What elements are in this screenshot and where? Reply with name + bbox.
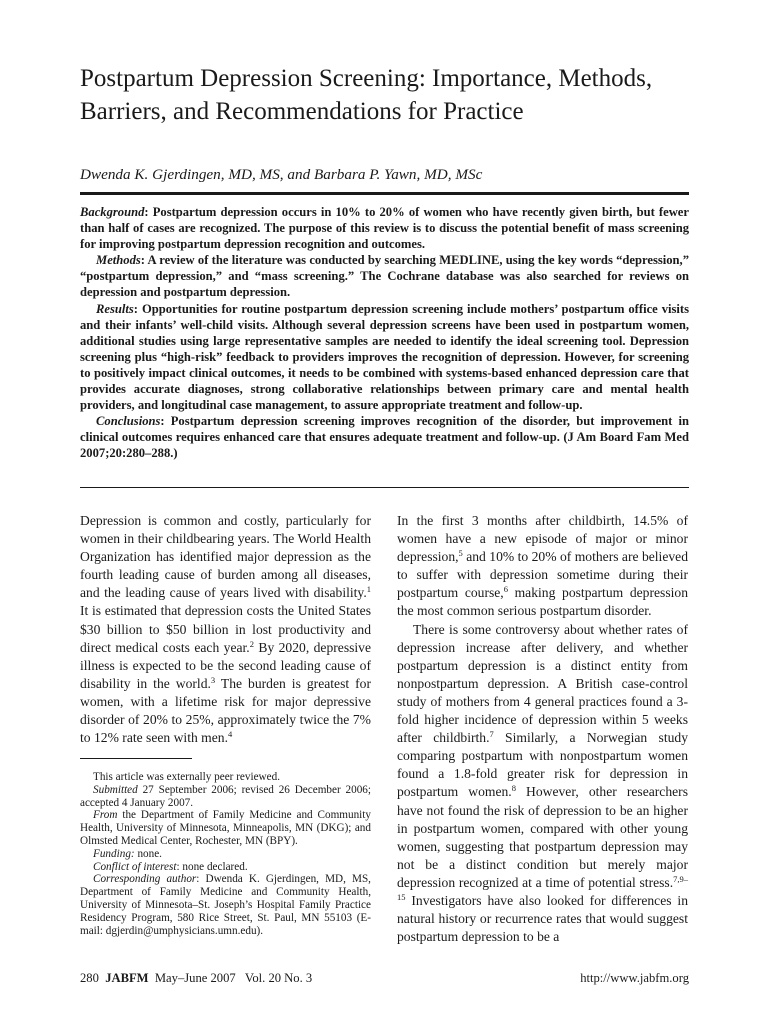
body-text: It is estimated that depression costs the United States $30 billion to $50 billion in lost productivity and direct medical costs each year. [80,603,371,655]
page-number: 280 [80,971,99,985]
footnote-corresponding [80,873,371,937]
footnote-funding [80,848,371,861]
reference-marker[interactable]: 7,9–15 [397,873,688,902]
footnote-text: 27 September 2006; revised 26 December 2006; accepted 4 January 2007. [80,783,371,809]
footer-citation [80,970,312,986]
footnote-text: none. [134,847,162,860]
journal-name: JABFM [105,971,149,985]
footnote-label: Corresponding author [93,873,197,886]
footnote-conflict [80,861,371,874]
body-text: making postpartum depression the most common serious postpartum disorder. [397,585,688,619]
conclusions-label: Conclusions [96,414,161,429]
reference-marker[interactable]: 8 [511,783,516,794]
methods-label: Methods [96,253,141,268]
body-text: There is some controversy about whether rates of depression increase after delivery, and whether postpartum depression is a distinct entity from nonpostpartum depression. A British case-control study of mothers from 4 general practices found a 3-fold higher incidence of depression within 5 weeks after childbirth. [397,621,688,746]
background-text: : Postpartum depression occurs in 10% to 20% of women who have recently given birth, but fewer than half of cases are recognized. The purpose of this review is to discuss the potential benefit of mass screening for improving postpartum depression recognition and outcomes. [80,205,689,252]
footnote-rule [80,758,192,759]
footnote-text: : none declared. [176,860,248,873]
abstract [80,204,689,462]
body-column-right [397,512,688,946]
body-paragraph [397,512,688,621]
abstract-results [80,301,689,414]
body-text: Similarly, a Norwegian study comparing postpartum with nonpostpartum women found a 1.8-fold greater risk for depression in postpartum women. [397,730,688,800]
abstract-methods [80,252,689,300]
footnote-text: : Dwenda K. Gjerdingen, MD, MS, Department of Family Medicine and Community Health, University of Minnesota–St. Joseph’s Hospital Family Practice Residency Program, 580 Rice Street, St. Paul, MN 55103 (E-mail: dgjerdin@umphysicians.umn.edu). [80,873,371,937]
body-column-left [80,512,371,747]
body-text: However, other researchers have not found the risk of depression to be an higher in postpartum women, compared with other young women, suggesting that postpartum depression may not be a distinct condition but merely major depression recognized at a time of potential stress. [397,784,688,890]
body-text: The burden is greatest for women, with a lifetime risk for major depressive disorder of 20% to 25%, approximately twice the 7% to 12% rate seen with men. [80,675,371,746]
body-text: and 10% to 20% of mothers are believed to suffer with depression sometime during their postpartum course, [397,549,688,601]
footnote-label: Conflict of interest [93,860,177,873]
reference-marker[interactable]: 3 [210,674,216,685]
abstract-conclusions [80,413,689,461]
article-title: Postpartum Depression Screening: Importance, Methods, Barriers, and Recommendations for Practice [80,65,653,125]
abstract-background [80,204,689,252]
methods-text: : A review of the literature was conducted by searching MEDLINE, using the key words “depression,” “postpartum depression,” and “mass screening.” The Cochrane database was also searched for reviews on depression and postpartum depression. [80,253,689,300]
footnote-label: Submitted [93,783,138,796]
body-text: By 2020, depressive illness is expected to be the second leading cause of disability in the world. [80,639,372,691]
footnotes [80,771,371,937]
footnote-review: This article was externally peer reviewed. [93,771,280,783]
footnote-from [80,809,371,847]
results-text: : Opportunities for routine postpartum depression screening include mothers’ postpartum office visits and their infants’ well-child visits. Although several depression screens have been used in postpartum women, additional studies using large representative samples are needed to identify the ideal screening tool. Depression screening plus “high-risk” feedback to providers improves the recognition of depression. However, for screening to positively impact clinical outcomes, it needs to be combined with systems-based enhanced depression care that provides accurate diagnoses, strong collaborative relationships between primary care and mental health providers, and longitudinal case management, to assure appropriate treatment and follow-up. [80,301,689,413]
header-rule [80,192,689,195]
reference-marker[interactable]: 2 [249,638,254,649]
footnote-submitted [80,784,371,810]
body-text: In the first 3 months after childbirth, 14.5% of women have a new episode of major or minor depression, [397,513,688,565]
reference-marker[interactable]: 7 [489,729,494,740]
issue-info: May–June 2007 Vol. 20 No. 3 [154,971,313,985]
reference-marker[interactable]: 5 [458,548,463,559]
body-paragraph [80,512,371,747]
body-text: Investigators have also looked for differences in natural history or recurrence rates that would suggest postpartum depression to be a [397,892,688,945]
reference-marker[interactable]: 6 [503,584,508,595]
body-text: Depression is common and costly, particularly for women in their childbearing years. The World Health Organization has identified major depression as the fourth leading cause of burden among all diseases, and the leading cause of years lived with disability. [80,513,371,601]
article-authors: Dwenda K. Gjerdingen, MD, MS, and Barbara P. Yawn, MD, MSc [80,166,483,183]
abstract-rule [80,487,689,488]
reference-marker[interactable]: 4 [227,729,233,740]
footnote-label: Funding: [93,847,135,860]
footnote-text: the Department of Family Medicine and Community Health, University of Minnesota, Minneapolis, MN (DKG); and Olmsted Medical Center, Rochester, MN (BPY). [80,809,371,847]
journal-url[interactable]: http://www.jabfm.org [580,971,689,985]
footnote-label: From [93,809,118,822]
conclusions-text: : Postpartum depression screening improves recognition of the disorder, but improvement in clinical outcomes requires enhanced care that ensures adequate treatment and follow-up. (J Am Board Fam Med 2007;20:280–288.) [80,414,689,461]
background-label: Background [80,205,145,219]
body-paragraph [397,621,688,947]
results-label: Results [96,301,134,316]
reference-marker[interactable]: 1 [366,584,371,595]
